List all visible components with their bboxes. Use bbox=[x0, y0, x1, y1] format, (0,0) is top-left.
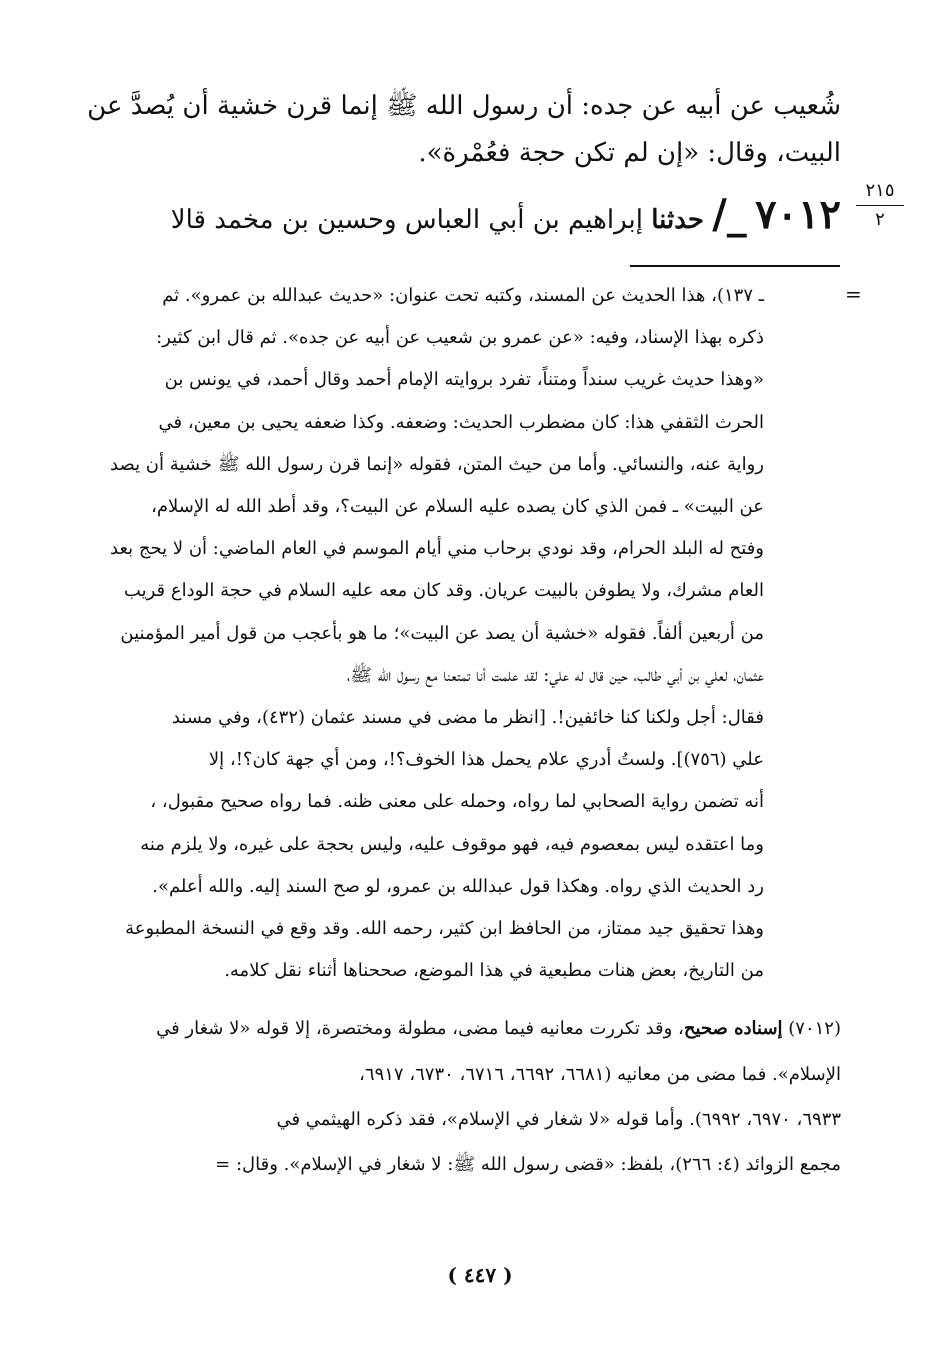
hadith-separator: _/ bbox=[712, 191, 747, 238]
footnote-line: الحرث الثقفي هذا: كان مضطرب الحديث: وضعفه. وكذا ضعفه يحيى بن معين، في bbox=[158, 411, 764, 433]
footnote-line: وفتح له البلد الحرام، وقد نودي برحاب مني أيام الموسم في العام الماضي: أن لا يحج بعد bbox=[110, 538, 764, 560]
note-7012-line-1-text: ، وقد تكررت معانيه فيما مضى، مطولة ومختصرة، إلا قوله «لا شغار في bbox=[156, 1018, 684, 1039]
edition-page-number: ٢١٥ bbox=[856, 180, 904, 206]
hadith-chain-text: إبراهيم بن أبي العباس وحسين بن مخمد قالا bbox=[170, 205, 643, 235]
footnote-separator-rule bbox=[630, 265, 840, 267]
footnote-line: وما اعتقده ليس بمعصوم فيه، فهو موقوف عليه، وليس بحجة على غيره، ولا يلزم منه bbox=[140, 833, 764, 855]
footnote-line: من أربعين ألفاً. فقوله «خشية أن يصد عن البيت»؛ ما هو بأعجب من قول أمير المؤمنين bbox=[120, 622, 764, 644]
main-text-line-2: البيت، وقال: «إن لم تكن حجة فعُمْرة». bbox=[418, 138, 841, 168]
hadith-number: ٧٠١٢ bbox=[755, 191, 841, 238]
page-number: ( ٤٤٧ ) bbox=[447, 1263, 513, 1287]
footnote-line: من التاريخ، بعض هنات مطبعية في هذا الموضع، صححناها أثناء نقل كلامه. bbox=[224, 960, 764, 982]
footnote-line: رواية عنه، والنسائي. وأما من حيث المتن، فقوله «إنما قرن رسول الله ﷺ خشية أن يصد bbox=[110, 453, 764, 475]
note-7012-verdict: إسناده صحيح bbox=[683, 1018, 783, 1039]
note-7012-line-1 bbox=[151, 1016, 841, 1042]
footnote-line: ـ ١٣٧)، هذا الحديث عن المسند، وكتبه تحت عنوان: «حديث عبدالله بن عمرو». ثم bbox=[162, 285, 764, 306]
footnote-line: عثمان، لعلي بن أبي طالب، حين قال له علي: لقد علمت أنا تمتعنا مع رسول الله ﷺ، bbox=[346, 664, 764, 686]
note-7012-line-2: الإسلام». فما مضى من معانيه (٦٦٨١، ٦٦٩٢، ٦٧١٦، ٦٧٣٠، ٦٩١٧، bbox=[359, 1064, 841, 1085]
note-7012-line-4: مجمع الزوائد (٤: ٢٦٦)، بلفظ: «قضى رسول الله ﷺ: لا شغار في الإسلام». وقال: = bbox=[215, 1154, 841, 1175]
note-7012-number: (٧٠١٢) bbox=[788, 1018, 841, 1039]
footnote-line: رد الحديث الذي رواه. وهكذا قول عبدالله بن عمرو، لو صح السند إليه. والله أعلم». bbox=[152, 875, 764, 897]
footnote-line: وهذا تحقيق جيد ممتاز، من الحافظ ابن كثير، رحمه الله. وقد وقع في النسخة المطبوعة bbox=[125, 918, 764, 939]
footnote-line: فقال: أجل ولكنا كنا خائفين!. [انظر ما مضى في مسند عثمان (٤٣٢)، وفي مسند bbox=[171, 707, 764, 728]
haddathana-word: حدثنا bbox=[651, 205, 704, 235]
footnote-line: «وهذا حديث غريب سنداً ومتناً، تفرد بروايته الإمام أحمد وقال أحمد، في يونس بن bbox=[164, 369, 764, 391]
footnote-line: علي (٧٥٦)]. ولستُ أدري علام يحمل هذا الخوف؟!، ومن أي جهة كان؟!، إلا bbox=[208, 749, 764, 771]
footnote-line: عن البيت» ـ فمن الذي كان يصده عليه السلام عن البيت؟، وقد أطد الله له الإسلام، bbox=[151, 496, 764, 517]
note-7012-line-3: ٦٩٣٣، ٦٩٧٠، ٦٩٩٢). وأما قوله «لا شغار في الإسلام»، فقد ذكره الهيثمي في bbox=[276, 1109, 841, 1130]
main-text-line-1: شُعيب عن أبيه عن جده: أن رسول الله ﷺ إنما قرن خشية أن يُصدَّ عن bbox=[87, 91, 841, 121]
footnote-line: العام مشرك، ولا يطوفن بالبيت عريان. وقد كان معه عليه السلام في حجة الوداع قريب bbox=[123, 580, 764, 602]
footnote-line: ذكره بهذا الإسناد، وفيه: «عن عمرو بن شعيب عن أبيه عن جده». ثم قال ابن كثير: bbox=[156, 327, 764, 349]
continuation-mark: = bbox=[845, 282, 862, 306]
edition-volume-number: ٢ bbox=[875, 209, 885, 230]
hadith-header bbox=[141, 192, 841, 243]
footnote-line: أنه تضمن رواية الصحابي لما رواه، وحمله على معنى ظنه. فما رواه صحيح مقبول، ، bbox=[150, 791, 764, 813]
edition-page-reference bbox=[856, 180, 904, 231]
